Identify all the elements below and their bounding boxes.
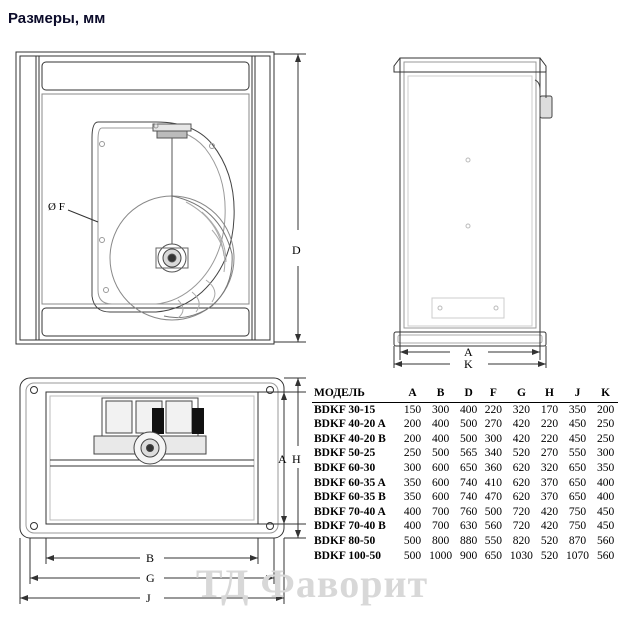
table-row <box>312 432 618 447</box>
cell-f: 550 <box>484 534 502 547</box>
cell-a: 300 <box>403 461 422 474</box>
watermark: ТД Фаворит <box>195 561 429 606</box>
cell-model: BDKF 80-50 <box>314 534 376 547</box>
top-view-drawing <box>6 368 306 630</box>
cell-j: 870 <box>568 534 587 547</box>
table-row <box>312 476 618 491</box>
table-row <box>312 519 618 534</box>
dim-label-k: K <box>464 357 473 370</box>
cell-g: 420 <box>512 432 531 445</box>
column-header-model: МОДЕЛЬ <box>312 386 400 402</box>
cell-h: 420 <box>540 520 559 533</box>
cell-j: 1070 <box>566 549 590 562</box>
table-row <box>312 417 618 432</box>
cell-model: BDKF 60-35 B <box>314 491 386 504</box>
cell-d: 400 <box>460 403 478 416</box>
cell-g: 620 <box>512 476 531 489</box>
dim-label-a-side: A <box>464 345 473 359</box>
cell-g: 720 <box>512 505 531 518</box>
front-view-drawing <box>6 40 318 360</box>
cell-j: 550 <box>568 447 587 460</box>
cell-d: 565 <box>460 447 478 460</box>
cell-g: 520 <box>512 447 531 460</box>
cell-k: 560 <box>597 534 615 547</box>
cell-d: 740 <box>460 491 478 504</box>
cell-a: 150 <box>403 403 422 416</box>
cell-k: 300 <box>597 447 615 460</box>
cell-d: 500 <box>460 418 478 431</box>
cell-a: 350 <box>403 476 422 489</box>
cell-model: BDKF 60-35 A <box>314 476 386 489</box>
cell-f: 410 <box>484 476 502 489</box>
cell-k: 250 <box>597 418 615 431</box>
cell-d: 900 <box>460 549 478 562</box>
cell-j: 450 <box>568 432 587 445</box>
cell-g: 620 <box>512 491 531 504</box>
table-row <box>312 402 618 417</box>
cell-d: 760 <box>460 505 478 518</box>
cell-k: 200 <box>597 403 615 416</box>
cell-a: 250 <box>403 447 422 460</box>
cell-d: 630 <box>460 520 478 533</box>
cell-b: 800 <box>431 534 450 547</box>
cell-j: 750 <box>568 520 587 533</box>
cell-g: 720 <box>512 520 531 533</box>
cell-f: 500 <box>484 505 502 518</box>
cell-a: 500 <box>403 549 422 562</box>
cell-d: 880 <box>460 534 478 547</box>
page-title: Размеры, мм <box>8 10 106 27</box>
dim-label-b: B <box>146 551 155 565</box>
cell-k: 560 <box>597 549 615 562</box>
cell-k: 400 <box>597 491 615 504</box>
table-row <box>312 505 618 520</box>
cell-b: 400 <box>431 432 450 445</box>
cell-j: 650 <box>568 461 587 474</box>
table-row <box>312 490 618 505</box>
column-header-h: H <box>537 386 562 402</box>
table-header-row <box>312 386 618 402</box>
cell-h: 420 <box>540 505 559 518</box>
cell-a: 350 <box>403 491 422 504</box>
table-row <box>312 461 618 476</box>
cell-k: 250 <box>597 432 615 445</box>
cell-b: 400 <box>431 418 450 431</box>
column-header-d: D <box>456 386 481 402</box>
cell-f: 220 <box>484 403 502 416</box>
cell-model: BDKF 100-50 <box>314 549 381 562</box>
cell-model: BDKF 60-30 <box>314 461 376 474</box>
cell-b: 600 <box>431 491 450 504</box>
cell-f: 360 <box>484 461 502 474</box>
cell-f: 650 <box>484 549 502 562</box>
cell-g: 1030 <box>509 549 533 562</box>
cell-k: 450 <box>597 520 615 533</box>
cell-j: 450 <box>568 418 587 431</box>
cell-f: 560 <box>484 520 502 533</box>
cell-j: 650 <box>568 476 587 489</box>
cell-model: BDKF 40-20 B <box>314 432 386 445</box>
column-header-g: G <box>506 386 537 402</box>
cell-h: 320 <box>540 461 559 474</box>
cell-h: 520 <box>540 549 559 562</box>
cell-j: 350 <box>568 403 587 416</box>
cell-f: 300 <box>484 432 502 445</box>
cell-k: 400 <box>597 476 615 489</box>
cell-j: 750 <box>568 505 587 518</box>
cell-g: 620 <box>512 461 531 474</box>
cell-a: 400 <box>403 505 422 518</box>
cell-k: 450 <box>597 505 615 518</box>
cell-a: 500 <box>403 534 422 547</box>
table-row <box>312 446 618 461</box>
cell-g: 320 <box>512 403 531 416</box>
cell-a: 200 <box>403 432 422 445</box>
cell-b: 700 <box>431 520 450 533</box>
cell-h: 220 <box>540 418 559 431</box>
cell-h: 270 <box>540 447 559 460</box>
cell-model: BDKF 70-40 B <box>314 520 386 533</box>
cell-b: 300 <box>431 403 450 416</box>
column-header-a: A <box>400 386 425 402</box>
cell-d: 650 <box>460 461 478 474</box>
specification-table <box>312 386 618 563</box>
cell-a: 200 <box>403 418 422 431</box>
cell-j: 650 <box>568 491 587 504</box>
dim-label-h: H <box>292 452 301 466</box>
cell-h: 220 <box>540 432 559 445</box>
dim-label-f: Ø F <box>48 201 65 213</box>
dim-label-g: G <box>146 571 155 585</box>
cell-h: 370 <box>540 476 559 489</box>
cell-d: 740 <box>460 476 478 489</box>
column-header-j: J <box>562 386 593 402</box>
cell-g: 820 <box>512 534 531 547</box>
cell-h: 520 <box>540 534 559 547</box>
cell-model: BDKF 40-20 A <box>314 418 386 431</box>
cell-model: BDKF 50-25 <box>314 447 376 460</box>
cell-model: BDKF 70-40 A <box>314 505 386 518</box>
cell-h: 370 <box>540 491 559 504</box>
cell-d: 500 <box>460 432 478 445</box>
cell-f: 340 <box>484 447 502 460</box>
cell-b: 600 <box>431 461 450 474</box>
cell-k: 350 <box>597 461 615 474</box>
cell-b: 500 <box>431 447 450 460</box>
dim-label-j: J <box>146 591 151 605</box>
cell-a: 400 <box>403 520 422 533</box>
column-header-k: K <box>593 386 618 402</box>
dim-label-a-top: A <box>278 452 287 466</box>
cell-b: 600 <box>431 476 450 489</box>
table-row <box>312 549 618 564</box>
column-header-f: F <box>481 386 506 402</box>
cell-f: 270 <box>484 418 502 431</box>
cell-model: BDKF 30-15 <box>314 403 376 416</box>
cell-h: 170 <box>540 403 559 416</box>
dim-label-d: D <box>292 243 301 257</box>
cell-b: 700 <box>431 505 450 518</box>
column-header-b: B <box>425 386 456 402</box>
cell-f: 470 <box>484 491 502 504</box>
cell-g: 420 <box>512 418 531 431</box>
table-row <box>312 534 618 549</box>
side-view-drawing <box>380 40 618 370</box>
cell-b: 1000 <box>429 549 453 562</box>
